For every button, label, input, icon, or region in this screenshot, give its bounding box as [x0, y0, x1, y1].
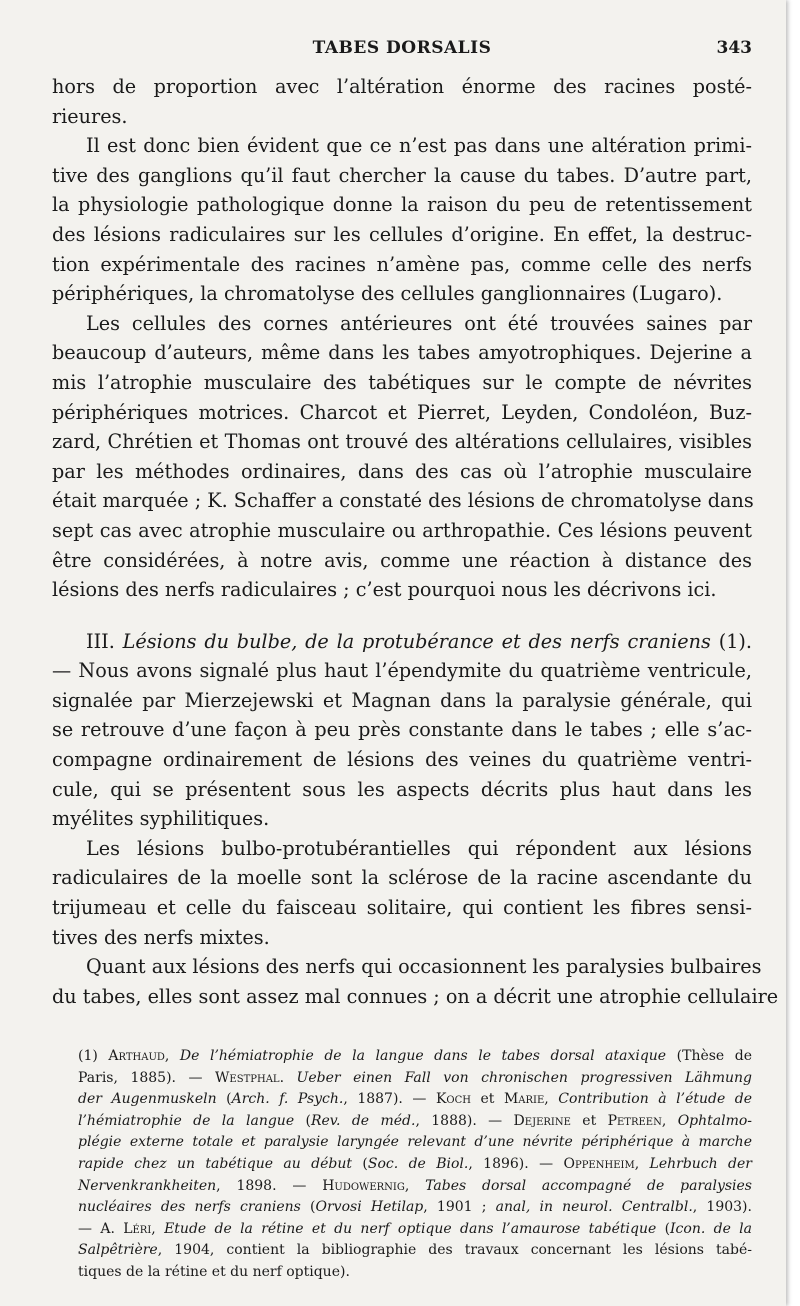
- text-line: périphériques motrices. Charcot et Pierret, Leyden, Condoléon, Buz-: [52, 400, 752, 424]
- footnote-line: tiques de la rétine et du nerf optique).: [78, 1263, 350, 1280]
- section-paragraphs: [52, 656, 779, 1011]
- text-line: du tabes, elles sont assez mal connues ; on a décrit une atrophie cellulaire: [52, 984, 779, 1008]
- footnote: [78, 1046, 752, 1284]
- text-line: Les lésions bulbo-protubérantielles qui répondent aux lésions: [86, 836, 752, 860]
- footnote-line: nucléaires des nerfs craniens (Orvosi Hetilap, 1901 ; anal, in neurol. Centralbl., 1903).: [78, 1199, 752, 1216]
- page-number: 343: [716, 38, 752, 58]
- section-numeral: III.: [86, 629, 115, 653]
- footnote-line: plégie externe totale et paralysie laryngée relevant d’une névrite périphérique à marche: [78, 1134, 752, 1151]
- text-line: hors de proportion avec l’altération énorme des racines posté-: [52, 75, 752, 98]
- text-line: tives des nerfs mixtes.: [52, 925, 270, 949]
- text-line: mis l’atrophie musculaire des tabétiques sur le compte de névrites: [52, 370, 752, 394]
- footnote-reference: (1).: [718, 629, 752, 653]
- text-line: était marquée ; K. Schaffer a constaté des lésions de chromatolyse dans: [52, 489, 754, 513]
- text-line: radiculaires de la moelle sont la sclérose de la racine ascendante du: [52, 866, 752, 890]
- footnote-line: rapide chez un tabétique au début (Soc. de Biol., 1896). — Oppenheim, Lehrbuch der: [78, 1155, 752, 1172]
- text-line: sept cas avec atrophie musculaire ou arthropathie. Ces lésions peuvent: [52, 518, 752, 542]
- footnote-line: der Augenmuskeln (Arch. f. Psych., 1887). — Koch et Marie, Contribution à l’étude de: [78, 1091, 753, 1108]
- text-line: rieures.: [52, 104, 128, 128]
- text-line: être considérées, à notre avis, comme une réaction à distance des: [52, 548, 752, 572]
- text-line: tive des ganglions qu’il faut chercher la cause du tabes. D’autre part,: [52, 163, 752, 187]
- text-line: tion expérimentale des racines n’amène pas, comme celle des nerfs: [52, 252, 752, 276]
- main-text: [52, 72, 779, 1011]
- text-line: se retrouve d’une façon à peu près constante dans le tabes ; elle s’ac-: [52, 718, 752, 742]
- section-spacer: [52, 605, 752, 627]
- section-heading: Lésions du bulbe, de la protubérance et des nerfs craniens: [122, 629, 711, 653]
- text-line: Les cellules des cornes antérieures ont été trouvées saines par: [86, 311, 752, 335]
- footnote-line: l’hémiatrophie de la langue (Rev. de méd., 1888). — Dejerine et Petreen, Ophtalmo-: [78, 1112, 753, 1129]
- text-line: Il est donc bien évident que ce n’est pas dans une altération primi-: [86, 134, 752, 158]
- text-line: trijumeau et celle du faisceau solitaire, qui contient les fibres sensi-: [52, 896, 752, 920]
- text-line: lésions des nerfs radiculaires ; c’est pourquoi nous les décrivons ici.: [52, 578, 717, 602]
- footnote-line: Paris, 1885). — Westphal. Ueber einen Fall von chronischen progressiven Lähmung: [78, 1069, 752, 1086]
- footnote-line: Salpêtrière, 1904, contient la bibliographie des travaux concernant les lésions tabé-: [78, 1242, 752, 1259]
- text-line: compagne ordinairement de lésions des veines du quatrième ventri-: [52, 748, 752, 772]
- text-line: Quant aux lésions des nerfs qui occasionnent les paralysies bulbaires: [86, 955, 762, 979]
- text-line: des lésions radiculaires sur les cellules d’origine. En effet, la destruc-: [52, 222, 752, 246]
- text-line: — Nous avons signalé plus haut l’épendymite du quatrième ventricule,: [52, 659, 752, 683]
- section-heading-line: [52, 627, 752, 657]
- running-header: [52, 38, 752, 62]
- text-line: myélites syphilitiques.: [52, 807, 270, 831]
- text-line: cule, qui se présentent sous les aspects décrits plus haut dans les: [52, 777, 752, 801]
- text-line: signalée par Mierzejewski et Magnan dans la paralysie générale, qui: [52, 688, 752, 712]
- running-title: TABES DORSALIS: [312, 38, 492, 58]
- body-paragraphs: [52, 72, 752, 605]
- footnote-line: — A. Léri, Etude de la rétine et du nerf optique dans l’amaurose tabétique (Icon. de la: [78, 1220, 753, 1237]
- text-line: la physiologie pathologique donne la raison du peu de retentissement: [52, 193, 752, 217]
- footnote-line: Nervenkrankheiten, 1898. — Hudowernig, Tabes dorsal accompagné de paralysies: [78, 1177, 752, 1194]
- text-line: beaucoup d’auteurs, même dans les tabes amyotrophiques. Dejerine a: [52, 341, 752, 365]
- footnote-line: (1) Arthaud, De l’hémiatrophie de la langue dans le tabes dorsal ataxique (Thèse de: [78, 1048, 753, 1064]
- text-line: zard, Chrétien et Thomas ont trouvé des altérations cellulaires, visibles: [52, 430, 752, 454]
- text-line: par les méthodes ordinaires, dans des cas où l’atrophie musculaire: [52, 459, 752, 483]
- text-line: périphériques, la chromatolyse des cellules ganglionnaires (Lugaro).: [52, 282, 723, 306]
